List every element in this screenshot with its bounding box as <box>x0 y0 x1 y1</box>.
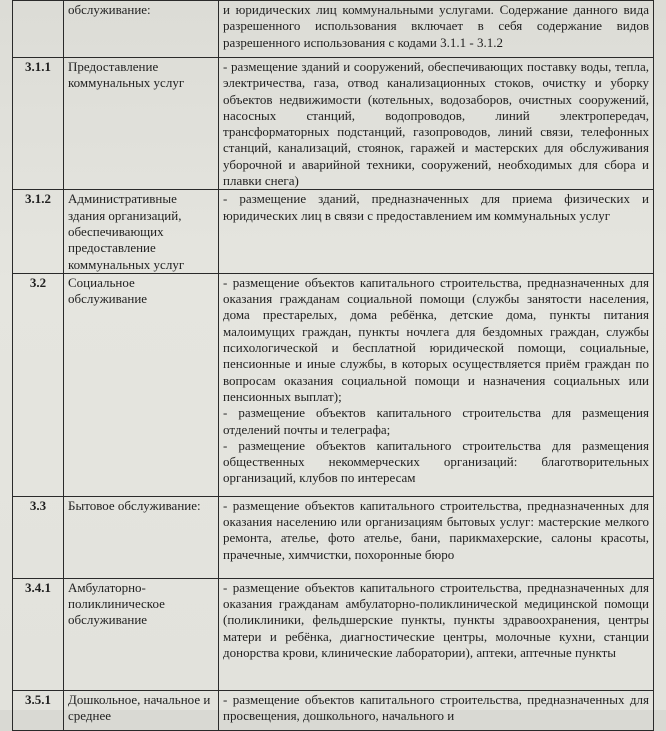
row-name: Предоставление коммунальных услуг <box>64 58 219 190</box>
row-name: Социальное обслуживание <box>64 273 219 496</box>
row-name: Бытовое обслуживание: <box>64 496 219 578</box>
row-name: Административные здания организаций, обеспечивающих предоставление коммунальных услуг <box>64 190 219 273</box>
description-paragraph: - размещение объектов капитального строительства, предназначенных для просвещения, дошкольного, начального и <box>223 691 649 724</box>
table-row <box>13 273 654 496</box>
table-row <box>13 690 654 730</box>
row-description <box>219 58 654 190</box>
description-paragraph: - размещение зданий и сооружений, обеспечивающих поставку воды, тепла, электричества, газа, отвод канализационных стоков, очистку и уборку объектов недвижимости (котельных, водозаборов, очистных сооружений, насосных станций, водопроводов, линий электропередач, трансформаторных подстанций, газопроводов, линий связи, телефонных станций, канализаций, стоянок, гаражей и мастерских для обслуживания уборочной и аварийной техники, сооружений, необходимых для сбора и плавки снега) <box>223 59 649 189</box>
table-row <box>13 190 654 273</box>
row-name: Дошкольное, начальное и среднее <box>64 690 219 730</box>
row-description <box>219 496 654 578</box>
row-description <box>219 1 654 58</box>
row-code: 3.5.1 <box>13 690 64 730</box>
row-description <box>219 690 654 730</box>
description-paragraph: - размещение объектов капитального строительства, предназначенных для оказания гражданам амбулаторно-поликлинической медицинской помощи (поликлиники, фельдшерские пункты, пункты здравоохранения, центры матери и ребёнка, диагностические центры, молочные кухни, станции донорства крови, клинические лаборатории), аптеки, аптечные пункты <box>223 579 649 661</box>
description-paragraph: - размещение объектов капитального строительства, предназначенных для оказания гражданам социальной помощи (службы занятости населения, дома престарелых, дома ребёнка, детские дома, пункты питания малоимущих граждан, пункты ночлега для бездомных граждан, службы психологической и бесплатной юридической помощи, социальные, пенсионные и иные службы, в которых осуществляется приём граждан по вопросам оказания социальной помощи и назначения социальных или пенсионных выплат); <box>223 274 649 404</box>
row-code <box>13 1 64 58</box>
description-paragraph: - размещение объектов капитального строительства для размещения отделений почты и телеграфа; <box>223 405 649 437</box>
table-row <box>13 496 654 578</box>
table-row <box>13 1 654 58</box>
row-name: Амбулаторно-поликлиническое обслуживание <box>64 578 219 690</box>
row-code: 3.3 <box>13 496 64 578</box>
row-name: обслуживание: <box>64 1 219 58</box>
description-paragraph: и юридических лиц коммунальными услугами. Содержание данного вида разрешенного использования включает в себя содержание видов разрешенного использования с кодами 3.1.1 - 3.1.2 <box>223 2 649 50</box>
row-code: 3.1.2 <box>13 190 64 273</box>
table-row <box>13 578 654 690</box>
description-paragraph: - размещение зданий, предназначенных для приема физических и юридических лиц в связи с предоставлением им коммунальных услуг <box>223 191 649 223</box>
description-paragraph: - размещение объектов капитального строительства для размещения общественных некоммерческих организаций: благотворительных организаций, клубов по интересам <box>223 437 649 486</box>
row-description <box>219 190 654 273</box>
description-paragraph: - размещение объектов капитального строительства, предназначенных для оказания населению или организациям бытовых услуг: мастерские мелкого ремонта, ателье, фото ателье, бани, парикмахерские, салоны красоты, прачечные, химчистки, похоронные бюро <box>223 497 649 562</box>
row-code: 3.4.1 <box>13 578 64 690</box>
row-description <box>219 273 654 496</box>
row-description <box>219 578 654 690</box>
row-code: 3.2 <box>13 273 64 496</box>
table-row <box>13 58 654 190</box>
row-code: 3.1.1 <box>13 58 64 190</box>
land-use-table <box>12 0 654 731</box>
